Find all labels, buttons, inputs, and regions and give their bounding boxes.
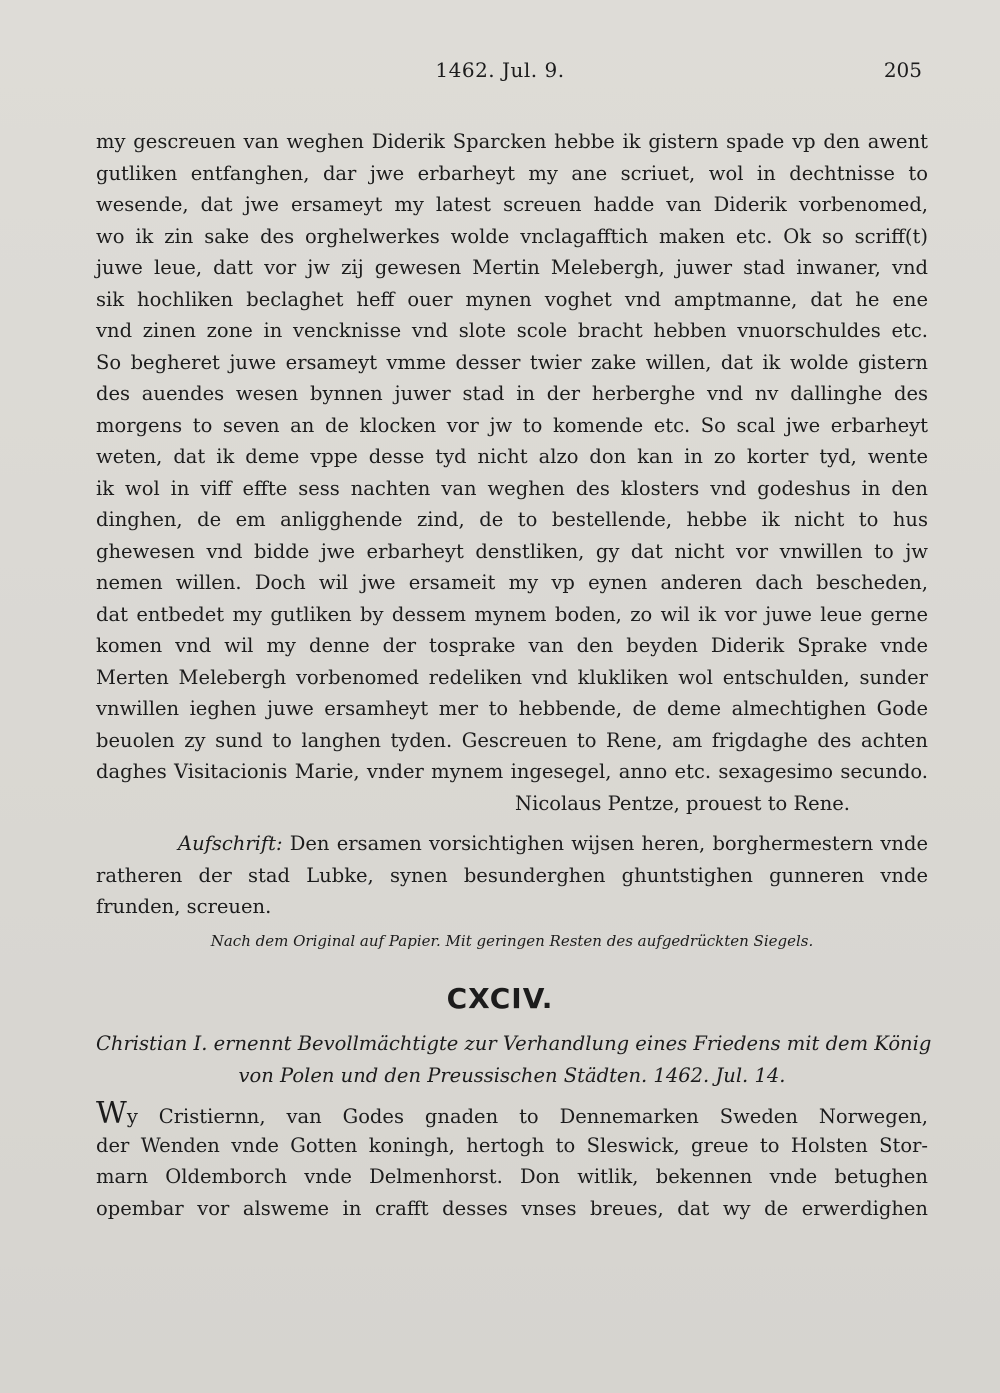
text-line: juwe leue, datt vor jw zij gewesen Mertin Melebergh, juwer stad inwaner, vnd xyxy=(96,256,928,279)
address-line-3: frunden, screuen. xyxy=(96,895,272,918)
text-line: So begheret juwe ersameyt vmme desser twier zake willen, dat ik wolde gistern xyxy=(96,350,928,374)
text-line: beuolen zy sund to langhen tyden. Gescreuen to Rene, am frigdaghe des achten xyxy=(96,728,928,752)
text-line: nemen willen. Doch wil jwe ersameit my vp eynen anderen dach bescheden, xyxy=(96,571,928,594)
text-line: morgens to seven an de klocken vor jw to komende etc. So scal jwe erbarheyt xyxy=(96,413,928,437)
text-line: vnd zinen zone in vencknisse vnd slote scole bracht hebben vnuorschuldes etc. xyxy=(96,319,928,342)
text-line: wesende, dat jwe ersameyt my latest screuen hadde van Diderik vorbenomed, xyxy=(96,193,928,216)
source-note: Nach dem Original auf Papier. Mit geringen Resten des aufgedrückten Siegels. xyxy=(210,932,814,950)
text-line: daghes Visitacionis Marie, vnder mynem ingesegel, anno etc. sexagesimo secundo. xyxy=(96,760,928,783)
document-number: CXCIV. xyxy=(446,982,554,1015)
text-line: dat entbedet my gutliken by dessem mynem boden, zo wil ik vor juwe leue gerne xyxy=(96,602,928,626)
address-block xyxy=(96,828,928,923)
page-number: 205 xyxy=(883,58,922,82)
letter-body xyxy=(96,126,928,819)
text-line: komen vnd wil my denne der tosprake van den beyden Diderik Sprake vnde xyxy=(96,634,928,657)
text-line: wo ik zin sake des orghelwerkes wolde vnclagafftich maken etc. Ok so scriff(t) xyxy=(96,224,928,248)
signature: Nicolaus Pentze, prouest to Rene. xyxy=(515,791,850,815)
text-line: des auendes wesen bynnen juwer stad in der herberghe vnd nv dallinghe des xyxy=(96,382,928,405)
text-line: vnwillen ieghen juwe ersamheyt mer to hebbende, de deme almechtighen Gode xyxy=(96,697,928,720)
text-line: gutliken entfanghen, dar jwe erbarheyt my ane scriuet, wol in dechtnisse to xyxy=(96,161,928,185)
body-line: marn Oldemborch vnde Delmenhorst. Don witlik, bekennen vnde betughen xyxy=(96,1165,928,1188)
running-title: 1462. Jul. 9. xyxy=(435,58,565,82)
document-body xyxy=(96,1098,928,1224)
regest-line-1: Christian I. ernennt Bevollmächtigte zur Verhandlung eines Friedens mit dem König xyxy=(96,1032,932,1055)
body-line: der Wenden vnde Gotten koningh, hertogh to Sleswick, greue to Holsten Stor- xyxy=(96,1133,928,1157)
body-line-1 xyxy=(96,1098,928,1130)
text-line: my gescreuen van weghen Diderik Sparcken hebbe ik gistern spade vp den awent xyxy=(96,130,928,153)
running-head xyxy=(0,58,1000,88)
text-line: ghewesen vnd bidde jwe erbarheyt denstliken, gy dat nicht vor vnwillen to jw xyxy=(96,539,928,563)
address-label: Aufschrift: xyxy=(178,832,283,855)
regest-line-2: von Polen und den Preussischen Städten. 1462. Jul. 14. xyxy=(238,1063,786,1087)
address-line-1 xyxy=(96,828,928,860)
address-line-2: ratheren der stad Lubke, synen besunderghen ghuntstighen gunneren vnde xyxy=(96,863,928,887)
drop-capital: W xyxy=(96,1096,127,1131)
text-line: dinghen, de em anligghende zind, de to bestellende, hebbe ik nicht to hus xyxy=(96,508,928,531)
text-line: sik hochliken beclaghet heff ouer mynen voghet vnd amptmanne, dat he ene xyxy=(96,287,928,311)
regest xyxy=(96,1028,932,1091)
body-line: opembar vor alsweme in crafft desses vnses breues, dat wy de erwerdighen xyxy=(96,1196,928,1220)
text-line: Merten Melebergh vorbenomed redeliken vnd klukliken wol entschulden, sunder xyxy=(96,665,928,689)
address-text-1: Den ersamen vorsichtighen wijsen heren, borghermestern vnde xyxy=(289,832,928,855)
text-line: weten, dat ik deme vppe desse tyd nicht alzo don kan in zo korter tyd, wente xyxy=(96,445,928,468)
body-line-1-text: y Cristiernn, van Godes gnaden to Dennemarken Sweden Norwegen, xyxy=(126,1105,928,1128)
text-line: ik wol in viff effte sess nachten van weghen des klosters vnd godeshus in den xyxy=(96,476,928,500)
